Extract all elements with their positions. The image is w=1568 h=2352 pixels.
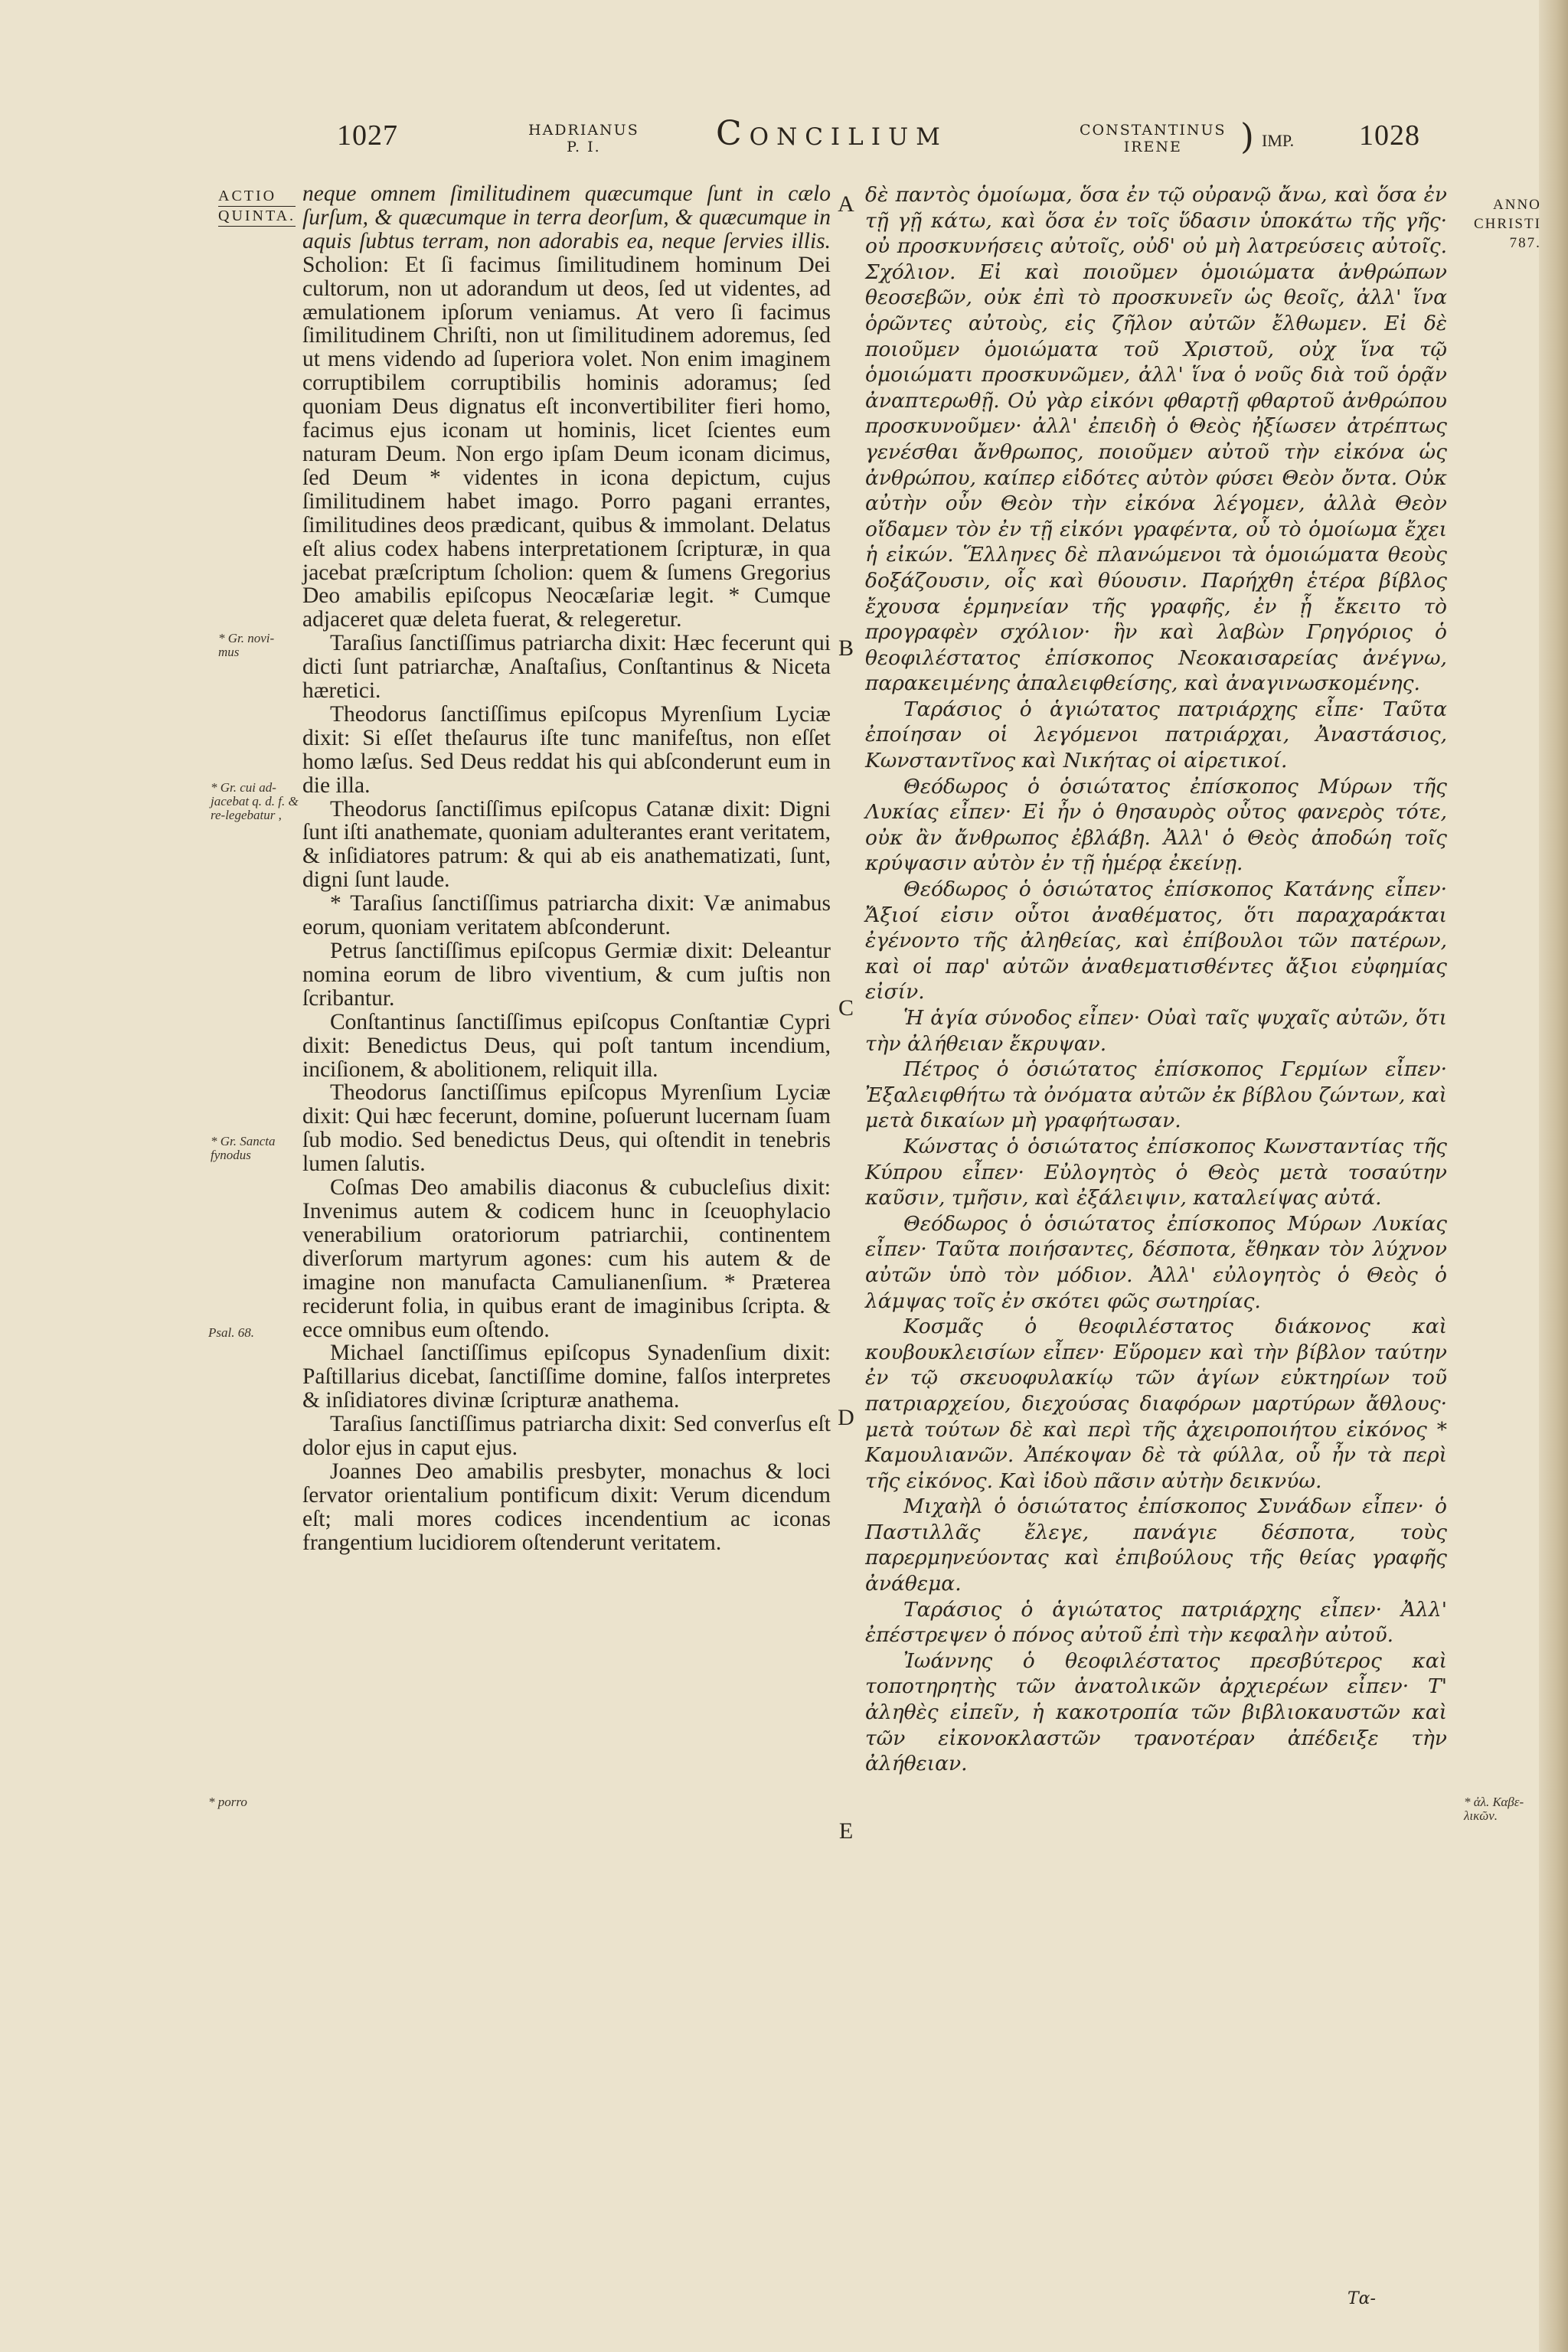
- latin-paragraph: Theodorus ſanctiſſimus epiſcopus Myrenſium Lyciæ dixit: Si eſſet theſaurus iſte tunc manifeſtus, non eſſet homo læſus. Sed Deus reddat his qui abſconderunt eum in die illa.: [302, 701, 831, 798]
- header-right-small: [1080, 122, 1227, 155]
- christi-word: CHRISTI: [1474, 216, 1541, 232]
- greek-paragraph: Κώνστας ὁ ὁσιώτατος ἐπίσκοπος Κωνσταντίας τῆς Κύπρου εἶπεν· Εὐλογητὸς ὁ Θεὸς μετὰ τοσαύτην καῦσιν, τμῆσιν, καὶ ἐξάλειψιν, καταλείψας αὐτά.: [865, 1134, 1447, 1210]
- actio-label: [218, 187, 296, 227]
- section-letter-e: E: [838, 1818, 854, 1844]
- greek-paragraph: Ἡ ἁγία σύνοδος εἶπεν· Οὐαὶ ταῖς ψυχαῖς αὐτῶν, ὅτι τὴν ἀλήθειαν ἔκρυψαν.: [865, 1006, 1447, 1056]
- page-edge: [1539, 0, 1568, 2352]
- year-787: 787.: [1509, 235, 1541, 251]
- header-pope: P. I.: [567, 139, 601, 155]
- margin-note-kabelikon: * ἀλ. Καβε-λικῶν.: [1464, 1795, 1524, 1823]
- greek-paragraph: Ταράσιος ὁ ἁγιώτατος πατριάρχης εἶπεν· Ἀλλ' ἐπέστρεψεν ὁ πόνος αὐτοῦ ἐπὶ τὴν κεφαλὴν αὐτοῦ.: [865, 1597, 1447, 1648]
- latin-paragraph: [302, 182, 831, 632]
- anno-label: [1474, 195, 1541, 253]
- latin-paragraph: * Taraſius ſanctiſſimus patriarcha dixit: Væ animabus eorum, quoniam veritatem abſconderunt.: [302, 891, 831, 940]
- margin-note-novimus: * Gr. novi-mus: [218, 631, 275, 659]
- header-left-small: [528, 122, 639, 155]
- quinta-word: QUINTA.: [218, 207, 296, 227]
- margin-note-porro: * porro: [208, 1795, 247, 1809]
- greek-paragraph: Ἰωάννης ὁ θεοφιλέστατος πρεσβύτερος καὶ τοποτηρητὴς τῶν ἀνατολικῶν ἀρχιερέων εἶπεν· Τ' ἀληθὲς εἰπεῖν, ἡ κακοτροπία τῶν βιβλιοκαυστῶν καὶ τῶν εἰκονοκλαστῶν τρανοτέραν ἀπέδειξε τὴν ἀλήθειαν.: [865, 1648, 1447, 1776]
- header-hadrianus: HADRIANUS: [528, 122, 639, 139]
- latin-paragraph: Taraſius ſanctiſſimus patriarcha dixit: Sed converſus eſt dolor ejus in caput ejus.: [302, 1412, 831, 1461]
- page-number-left: 1027: [337, 119, 398, 152]
- catchword: Τα-: [1348, 2289, 1376, 2308]
- greek-paragraph: Ταράσιος ὁ ἁγιώτατος πατριάρχης εἶπε· Ταῦτα ἐποίησαν οἱ λεγόμενοι πατριάρχαι, Ἀναστάσιος, Κωνσταντῖνος καὶ Νικήτας οἱ αἱρετικοί.: [865, 697, 1447, 773]
- latin-column: [302, 182, 831, 1555]
- greek-paragraph: Θεόδωρος ὁ ὁσιώτατος ἐπίσκοπος Κατάνης εἶπεν· Ἄξιοί εἰσιν οὗτοι ἀναθέματος, ὅτι παραχαράκται ἐγένοντο τῆς ἀληθείας, καὶ ἐπίβουλοι τῶν πατέρων, καὶ οἱ παρ' αὐτῶν ἀναθεματισθέντες ἄξιοι εὐφημίας εἰσίν.: [865, 877, 1447, 1004]
- greek-paragraph: Πέτρος ὁ ὁσιώτατος ἐπίσκοπος Γερμίων εἶπεν· Ἐξαλειφθήτω τὰ ὀνόματα αὐτῶν ἐκ βίβλου ζώντων, καὶ μετὰ δικαίων μὴ γραφήτωσαν.: [865, 1057, 1447, 1133]
- greek-paragraph: Κοσμᾶς ὁ θεοφιλέστατος διάκονος καὶ κουβουκλεισίων εἶπεν· Εὕρομεν καὶ τὴν βίβλον ταύτην ἐν τῷ σκευοφυλακίῳ τῶν ἁγίων εὐκτηρίων τοῦ πατριαρχείου, διεχούσας διαφόρων μαρτύρων ἄθλους· μετὰ τούτων δὲ καὶ περὶ τῆς ἀχειροποιήτου εἰκόνος * Καμουλιανῶν. Ἀπέκοψαν δὲ τὰ φύλλα, οὗ ἦν τὰ περὶ τῆς εἰκόνος. Καὶ ἰδοὺ πᾶσιν αὐτὴν δεικνύω.: [865, 1315, 1447, 1493]
- latin-paragraph: Michael ſanctiſſimus epiſcopus Synadenſium dixit: Paſtillarius dicebat, ſanctiſſime domine, falſos interpretes & inſidiatores divinæ ſcripturæ anathema.: [302, 1341, 831, 1413]
- latin-paragraph: Joannes Deo amabilis presbyter, monachus & loci ſervator orientalium pontificum dixit: Verum dicendum eſt; mali mores codices incendentium ac iconas frangentium lucidiorem oſtenderunt veritatem.: [302, 1459, 831, 1555]
- latin-paragraph: Petrus ſanctiſſimus epiſcopus Germiæ dixit: Deleantur nomina eorum de libro viventium, & cum juſtis non ſcribantur.: [302, 939, 831, 1011]
- latin-paragraph: Theodorus ſanctiſſimus epiſcopus Myrenſium Lyciæ dixit: Qui hæc fecerunt, domine, poſuerunt lucernam ſuam ſub modio. Sed benedictus Deus, qui oſtendit in tenebris lumen ſalutis.: [302, 1080, 831, 1177]
- margin-note-psalm: Psal. 68.: [208, 1325, 254, 1340]
- latin-paragraph: Conſtantinus ſanctiſſimus epiſcopus Conſtantiæ Cypri dixit: Benedictus Deus, qui poſt tantum incendium, inciſionem, & abolitionem, reliquit illa.: [302, 1009, 831, 1082]
- latin-paragraph: Taraſius ſanctiſſimus patriarcha dixit: Hæc fecerunt qui dicti ſunt patriarchæ, Anaſtaſius, Conſtantinus & Niceta hæretici.: [302, 631, 831, 704]
- header-constantinus: CONSTANTINUS: [1080, 122, 1227, 139]
- margin-note-sancta-synodus: * Gr. Sancta fynodus: [211, 1134, 276, 1162]
- greek-column: [865, 182, 1447, 1777]
- header-imp: IMP.: [1262, 131, 1295, 150]
- latin-paragraph: Coſmas Deo amabilis diaconus & cubuclеſius dixit: Invenimus autem & codicem hunc in ſceuophylacio venerabilium oratoriorum patriarchii, continentem diverſorum martyrum agones: cum his autem & de imagine non manufacta Camulianenſium. * Præterea reciderunt folia, in quibus erant de imaginibus ſcripta. & ecce omnibus eum oſtendo.: [302, 1175, 831, 1342]
- actio-word: ACTIO: [218, 187, 296, 207]
- section-letter-b: B: [838, 635, 854, 661]
- header-irene: IRENE: [1123, 139, 1182, 155]
- greek-paragraph: δὲ παντὸς ὁμοίωμα, ὅσα ἐν τῷ οὐρανῷ ἄνω, καὶ ὅσα ἐν τῇ γῇ κάτω, καὶ ὅσα ἐν τοῖς ὕδασιν ὑποκάτω τῆς γῆς· οὐ προσκυνήσεις αὐτοῖς, οὐδ' οὐ μὴ λατρεύσεις αὐτοῖς. Σχόλιον. Εἰ καὶ ποιοῦμεν ὁμοιώματα ἀνθρώπων θεοσεβῶν, οὐκ ἐπὶ τὸ προσκυνεῖν ὡς θεοῖς, ἀλλ' ἵνα ὁρῶντες αὐτοὺς, εἰς ζῆλον αὐτῶν ἔλθωμεν. Εἰ δὲ ποιοῦμεν ὁμοιώματα τοῦ Χριστοῦ, οὐχ ἵνα τῷ ὁμοιώματι προσκυνῶμεν, ἀλλ' ἵνα ὁ νοῦς διὰ τοῦ ὁρᾷν ἀναπτερωθῇ. Οὐ γὰρ εἰκόνι φθαρτῇ φθαρτοῦ ἀνθρώπου προσκυνοῦμεν· ἀλλ' ἐπειδὴ ὁ Θεὸς ἠξίωσεν ἀτρέπτως γενέσθαι ἄνθρωπος, ποιοῦμεν αὐτοῦ τὴν εἰκόνα ὡς ἀνθρώπου, καίπερ εἰδότες αὐτὸν φύσει Θεὸν ὄντα. Οὐκ αὐτὴν οὖν Θεὸν τὴν εἰκόνα λέγομεν, ἀλλὰ Θεὸν οἴδαμεν τὸν ἐν τῇ εἰκόνι γραφέντα, οὗ τὸ ὁμοίωμα ἔχει ἡ εἰκών. Ἕλληνες δὲ πλανώμενοι τὰ ὁμοιώματα θεοὺς δοξάζουσιν, οἷς καὶ θύουσιν. Παρήχθη ἑτέρα βίβλος ἔχουσα ἑρμηνείαν τῆς γραφῆς, ἐν ᾗ ἔκειτο τὸ προγραφὲν σχόλιον· ἣν καὶ λαβὼν Γρηγόριος ὁ θεοφιλέστατος ἐπίσκοπος Νεοκαισαρείας ἀνέγνω, παρακειμένης ἀπαλειφθείσης, καὶ ἀναγινωσκομένης.: [865, 183, 1447, 696]
- greek-paragraph: Θεόδωρος ὁ ὁσιώτατος ἐπίσκοπος Μύρων τῆς Λυκίας εἶπεν· Εἰ ἦν ὁ θησαυρὸς οὗτος φανερὸς τότε, οὐκ ἂν ἄνθρωπος ἐβλάβη. Ἀλλ' ὁ Θεὸς ἀποδώη τοῖς κρύψασιν αὐτὸν ἐν τῇ ἡμέρᾳ ἐκείνῃ.: [865, 774, 1447, 876]
- latin-paragraph: Theodorus ſanctiſſimus epiſcopus Catanæ dixit: Digni ſunt iſti anathemate, quoniam adulterantes erant veritatem, & inſidiatores patrum: & qui ab eis anathematizati, ſunt, digni ſunt laude.: [302, 796, 831, 893]
- page-title: Concilium: [716, 114, 948, 153]
- page-number-right: 1028: [1359, 119, 1420, 152]
- latin-scholion: Scholion: Et ſi facimus ſimilitudinem hominum Dei cultorum, non ut adorandum ut deos, ſed ut videntes, ad æmulationem ipſorum veniamus. At vero ſi facimus ſimilitudinem Chriſti, non ut ſimilitudinem adoremus, ſed ut mens videndo ad ſuperiora volet. Non enim imaginem corruptibilem corruptibilis hominis adoramus; ſed quoniam Deus dignatus eſt inconvertibiliter fieri homo, facimus ejus iconam ut hominis, licet ſcientes eum naturam Deum. Non ergo ipſam Deum iconam dicimus, ſed Deum * videntes in icona depictum, cujus ſimilitudinem habet imago. Porro pagani errantes, ſimilitudines deos prædicant, quibus & immolant. Delatus eſt alius codex habens interpretationem ſcripturæ, in qua jacebat præſcriptum ſcholion: quem & ſumens Gregorius Deo amabilis epiſcopus Neocæſariæ legit. * Cumque adjaceret quæ deleta fuerat, & relegeretur.: [302, 252, 831, 632]
- anno-word: ANNO: [1493, 197, 1541, 213]
- section-letter-c: C: [838, 995, 854, 1021]
- section-letter-d: D: [838, 1405, 854, 1430]
- greek-paragraph: Μιχαὴλ ὁ ὁσιώτατος ἐπίσκοπος Συνάδων εἶπεν· ὁ Παστιλλᾶς ἔλεγε, πανάγιε δέσποτα, τοὺς παρερμηνεύοντας καὶ ἐπιβούλους τῆς θείας γραφῆς ἀνάθεμα.: [865, 1494, 1447, 1596]
- header-brace: ): [1240, 116, 1254, 157]
- margin-note-adjacebat: * Gr. cui ad-jacebat q. d. f. & re-legebatur ,: [211, 780, 299, 822]
- page-header: [0, 114, 1568, 172]
- greek-paragraph: Θεόδωρος ὁ ὁσιώτατος ἐπίσκοπος Μύρων Λυκίας εἶπεν· Ταῦτα ποιήσαντες, δέσποτα, ἔθηκαν τὸν λύχνον αὐτῶν ὑπὸ τὸν μόδιον. Ἀλλ' εὐλογητὸς ὁ Θεὸς ὁ λάμψας τοῖς ἐν σκότει φῶς σωτηρίας.: [865, 1211, 1447, 1313]
- section-letter-a: A: [838, 191, 854, 217]
- latin-scripture-quote: neque omnem ſimilitudinem quæcumque ſunt in cælo ſurſum, & quæcumque in terra deorſum, & quæcumque in aquis ſubtus terram, non adorabis ea, neque ſervies illis.: [302, 181, 831, 253]
